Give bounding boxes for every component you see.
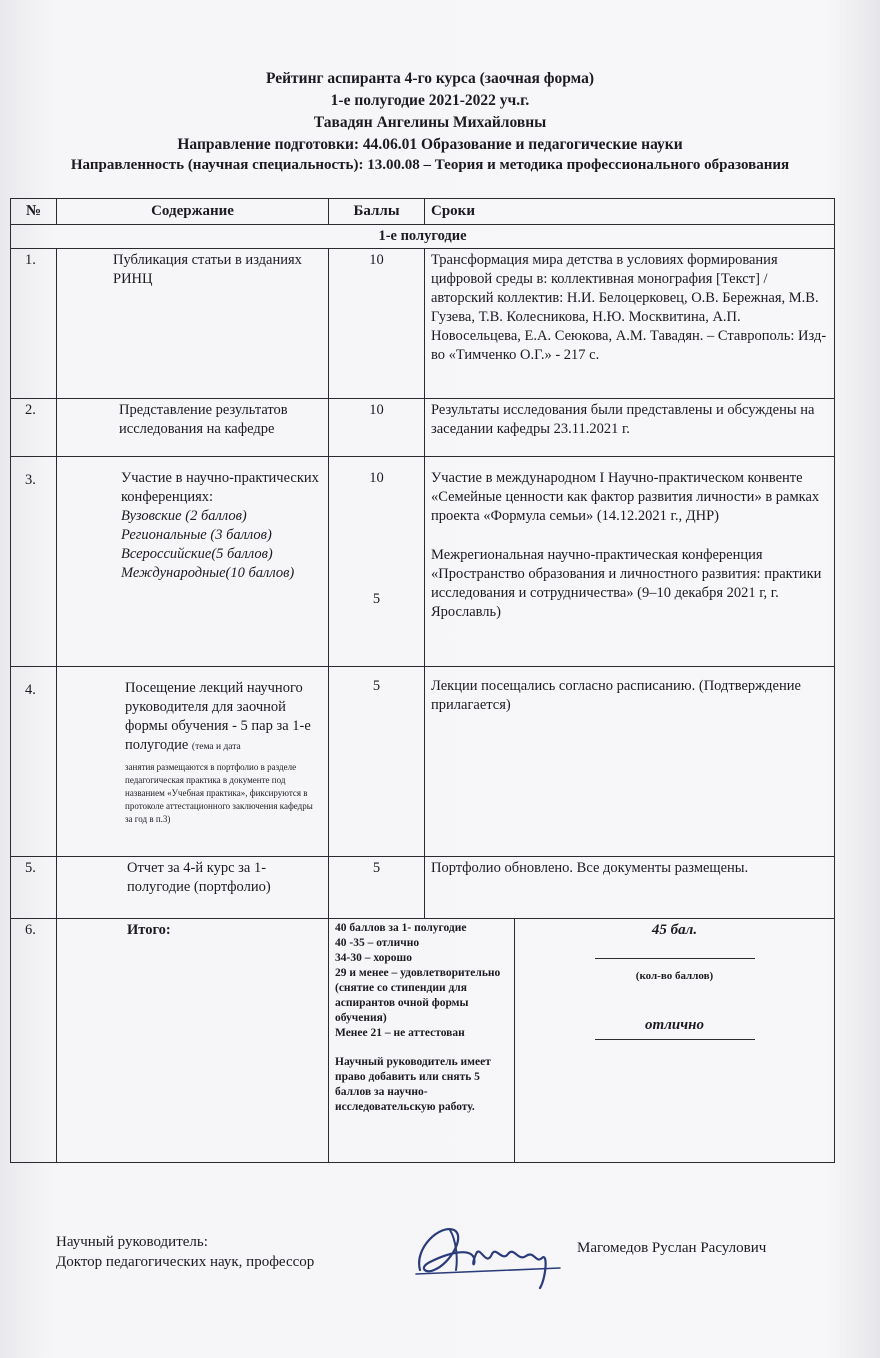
row-terms-first: Участие в международном I Научно-практическом конвенте «Семейные ценности как фактор развития личности» в рамках проекта «Формула семьи» (14.12.2021 г., ДНР) <box>431 470 820 524</box>
header-direction: Направление подготовки: 44.06.01 Образование и педагогические науки <box>177 136 683 153</box>
scale-line: 40 -35 – отлично <box>335 937 420 949</box>
score-caption: (кол-во баллов) <box>635 970 714 982</box>
total-row <box>11 919 835 1163</box>
row-num: 1. <box>11 249 57 399</box>
row-points <box>329 457 425 667</box>
supervisor-degree: Доктор педагогических наук, профессор <box>56 1254 315 1270</box>
table-header-row <box>11 199 835 225</box>
total-grade: отлично <box>645 1017 704 1033</box>
row-content-title: Участие в научно-практических конференциях: <box>121 470 319 505</box>
col-header-terms: Сроки <box>425 199 835 225</box>
rating-table <box>10 198 835 1163</box>
grade-underline <box>595 1035 755 1040</box>
scale-line: 40 баллов за 1- полугодие <box>335 922 467 934</box>
row-terms: Портфолио обновлено. Все документы размещены. <box>425 857 835 919</box>
scale-line: 29 и менее – удовлетворительно (снятие со стипендии для аспирантов очной формы обучения) <box>335 967 501 1024</box>
scale-line: Менее 21 – не аттестован <box>335 1027 465 1039</box>
row-num: 3. <box>11 457 57 667</box>
supervisor-name: Магомедов Руслан Расулович <box>577 1240 767 1256</box>
table-row <box>11 667 835 857</box>
row-terms: Результаты исследования были представлены и обсуждены на заседании кафедры 23.11.2021 г. <box>425 399 835 457</box>
header-title: Рейтинг аспиранта 4-го курса (заочная форма) <box>265 70 595 87</box>
row-points: 10 <box>329 249 425 399</box>
table-row <box>11 457 835 667</box>
row-points-second: 5 <box>372 591 381 607</box>
grading-scale <box>329 919 515 1163</box>
semester-row <box>11 225 835 249</box>
row-num: 2. <box>11 399 57 457</box>
header-period: 1-е полугодие 2021-2022 уч.г. <box>330 92 530 109</box>
header-student-name: Тавадян Ангелины Михайловны <box>313 114 547 131</box>
row-content-main: Посещение лекций научного руководителя для заочной формы обучения - 5 пар за 1-е полугодие <box>125 680 311 753</box>
col-header-content: Содержание <box>57 199 329 225</box>
row-content-note-start: (тема и дата <box>191 742 241 752</box>
row-content-note: занятия размещаются в портфолио в разделе педагогическая практика в документе под названием «Учебная практика», фиксируются в протоколе аттестационного заключения кафедры за год в п.3) <box>125 762 313 824</box>
conference-level: Региональные (3 баллов) <box>121 527 272 543</box>
total-label: Итого: <box>57 919 329 1163</box>
score-underline <box>595 940 755 959</box>
supervisor-role: Научный руководитель: <box>56 1234 208 1250</box>
row-terms-second: Межрегиональная научно-практическая конференция «Пространство образования и личностного развития: практики исследования и сотрудничества» (9–10 декабря 2021 г, г. Ярославль) <box>431 547 822 620</box>
row-terms: Лекции посещались согласно расписанию. (Подтверждение прилагается) <box>425 667 835 857</box>
row-content: Отчет за 4-й курс за 1-полугодие (портфолио) <box>57 857 329 919</box>
scale-line: 34-30 – хорошо <box>335 952 412 964</box>
table-row <box>11 857 835 919</box>
row-content <box>57 457 329 667</box>
row-terms <box>425 457 835 667</box>
row-content: Публикация статьи в изданиях РИНЦ <box>57 249 329 399</box>
row-content: Представление результатов исследования на кафедре <box>57 399 329 457</box>
conference-level: Всероссийские(5 баллов) <box>121 546 273 562</box>
row-points: 5 <box>329 857 425 919</box>
row-points-first: 10 <box>369 470 384 486</box>
col-header-num: № <box>11 199 57 225</box>
col-header-points: Баллы <box>329 199 425 225</box>
conference-level: Вузовские (2 баллов) <box>121 508 247 524</box>
supervisor-note: Научный руководитель имеет право добавить или снять 5 баллов за научно-исследовательскую работу. <box>335 1056 491 1113</box>
table-row <box>11 399 835 457</box>
header-specialty: Направленность (научная специальность): 13.00.08 – Теория и методика профессионального образования <box>70 157 790 173</box>
semester-label: 1-е полугодие <box>11 225 835 249</box>
row-num: 6. <box>11 919 57 1163</box>
table-row <box>11 249 835 399</box>
total-score: 45 бал. <box>651 922 698 938</box>
row-points: 10 <box>329 399 425 457</box>
row-terms: Трансформация мира детства в условиях формирования цифровой среды в: коллективная монография [Текст] / авторский коллектив: Н.И. Белоцерковец, О.В. Бережная, М.В. Гузева, Т.В. Колесникова, Н.Ю. Москвитина, А.П. Новосельцева, Е.А. Сеюкова, А.М. Тавадян. – Ставрополь: Изд-во «Тимченко О.Г.» - 217 с. <box>425 249 835 399</box>
total-result <box>515 919 835 1163</box>
conference-level: Международные(10 баллов) <box>121 565 295 581</box>
row-content <box>57 667 329 857</box>
document-header <box>10 68 850 174</box>
row-points: 5 <box>329 667 425 857</box>
row-num: 4. <box>11 667 57 857</box>
row-num: 5. <box>11 857 57 919</box>
handwritten-signature <box>410 1218 570 1296</box>
